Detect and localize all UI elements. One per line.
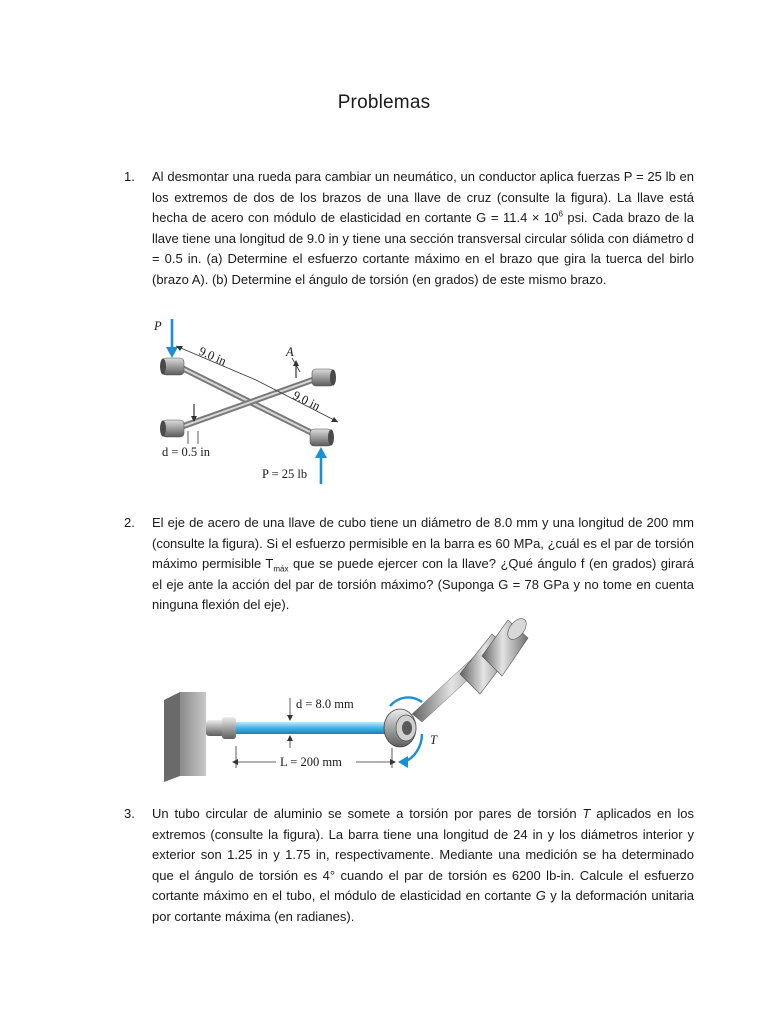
torque-arc <box>390 697 422 706</box>
problem-text-part: que se puede ejercer con la llave? ¿Qué ángulo f (en grados) girará el eje ante la acción del par de torsión máximo? (Suponga G = 78 GPa y no tome en cuenta ninguna flexión del eje). <box>152 556 694 613</box>
label-torque: T <box>430 733 437 747</box>
page-title: Problemas <box>337 92 431 113</box>
wall-side <box>164 692 180 782</box>
socket-wrench-drawing <box>160 616 532 782</box>
figure-lug-wrench <box>150 316 350 488</box>
label-length-2: 9.0 in <box>290 388 323 414</box>
shaft-fitting <box>206 720 224 736</box>
problem-number: 2. <box>124 515 135 530</box>
label-length-1: 9.0 in <box>196 343 229 369</box>
label-length: L = 200 mm <box>280 755 342 769</box>
problem-number: 3. <box>124 806 135 821</box>
socket-opening <box>328 430 334 446</box>
socket-opening <box>160 421 166 437</box>
label-diameter: d = 0.5 in <box>162 445 211 459</box>
socket-hole <box>402 721 412 735</box>
label-force: P = 25 lb <box>262 467 308 481</box>
label-a: A <box>286 345 294 359</box>
figure-socket-wrench <box>160 616 532 782</box>
symbol-g: G <box>535 888 546 904</box>
exponent: 6 <box>558 209 563 219</box>
symbol-t: T <box>582 806 591 821</box>
problem-text-part: y la deformación unitaria por cortante máxima (en radianes). <box>152 888 694 924</box>
subscript: máx <box>273 564 289 574</box>
shaft-fitting <box>222 717 236 739</box>
lug-wrench-drawing <box>150 316 350 488</box>
problem-text-part: El eje de acero de una llave de cubo tiene un diámetro de 8.0 mm y una longitud de 200 mm (consulte la figura). Si el esfuerzo permisible en la barra es 60 MPa, ¿cuál es el par de torsión máximo permisible T <box>152 515 694 572</box>
socket-opening <box>330 370 336 386</box>
arrow-head-icon <box>315 447 327 458</box>
arrow-head-icon <box>232 759 238 765</box>
problem-1 <box>124 167 694 291</box>
problem-text <box>152 513 694 616</box>
problem-text-part: aplicados en los extremos (consulte la figura). La barra tiene una longitud de 24 in y los diámetros interior y exterior son 1.25 in y 1.75 in, respectivamente. Mediante una medición se ha determinado que el ángulo de torsión es 4° cuando el par de torsión es 6200 lb-in. Calcule el esfuerzo cortante máximo en el tubo, el módulo de elasticidad en cortante <box>152 806 694 904</box>
arrow-head-icon <box>166 347 178 358</box>
problem-text <box>152 167 694 291</box>
arrow-head-icon <box>390 759 396 765</box>
problem-text-part: Al desmontar una rueda para cambiar un neumático, un conductor aplica fuerzas P = 25 lb en los extremos de dos de los brazos de una llave de cruz (consulte la figura). La llave está hecha de acero con módulo de elasticidad en cortante G = 11.4 × 10 <box>152 169 694 226</box>
arrow-head-icon <box>287 735 293 741</box>
problem-number: 1. <box>124 169 135 184</box>
label-p: P <box>154 319 162 333</box>
label-diameter: d = 8.0 mm <box>296 697 354 711</box>
problem-2 <box>124 513 694 616</box>
problem-text-part: psi. Cada brazo de la llave tiene una longitud de 9.0 in y tiene una sección transversal circular sólida con diámetro d = 0.5 in. (a) Determine el esfuerzo cortante máximo en el brazo que gira la tuerca del birlo (brazo A). (b) Determine el ángulo de torsión (en grados) de este mismo brazo. <box>152 210 694 287</box>
problem-text-part: Un tubo circular de aluminio se somete a torsión por pares de torsión <box>152 806 583 821</box>
socket-opening <box>160 359 166 375</box>
arrow-head-icon <box>398 756 408 768</box>
arrow-head-icon <box>331 417 338 422</box>
arrow-head-icon <box>287 715 293 721</box>
problem-3 <box>124 804 694 928</box>
wall-block <box>180 692 206 776</box>
blue-shaft <box>236 722 392 734</box>
problem-text <box>152 804 694 928</box>
